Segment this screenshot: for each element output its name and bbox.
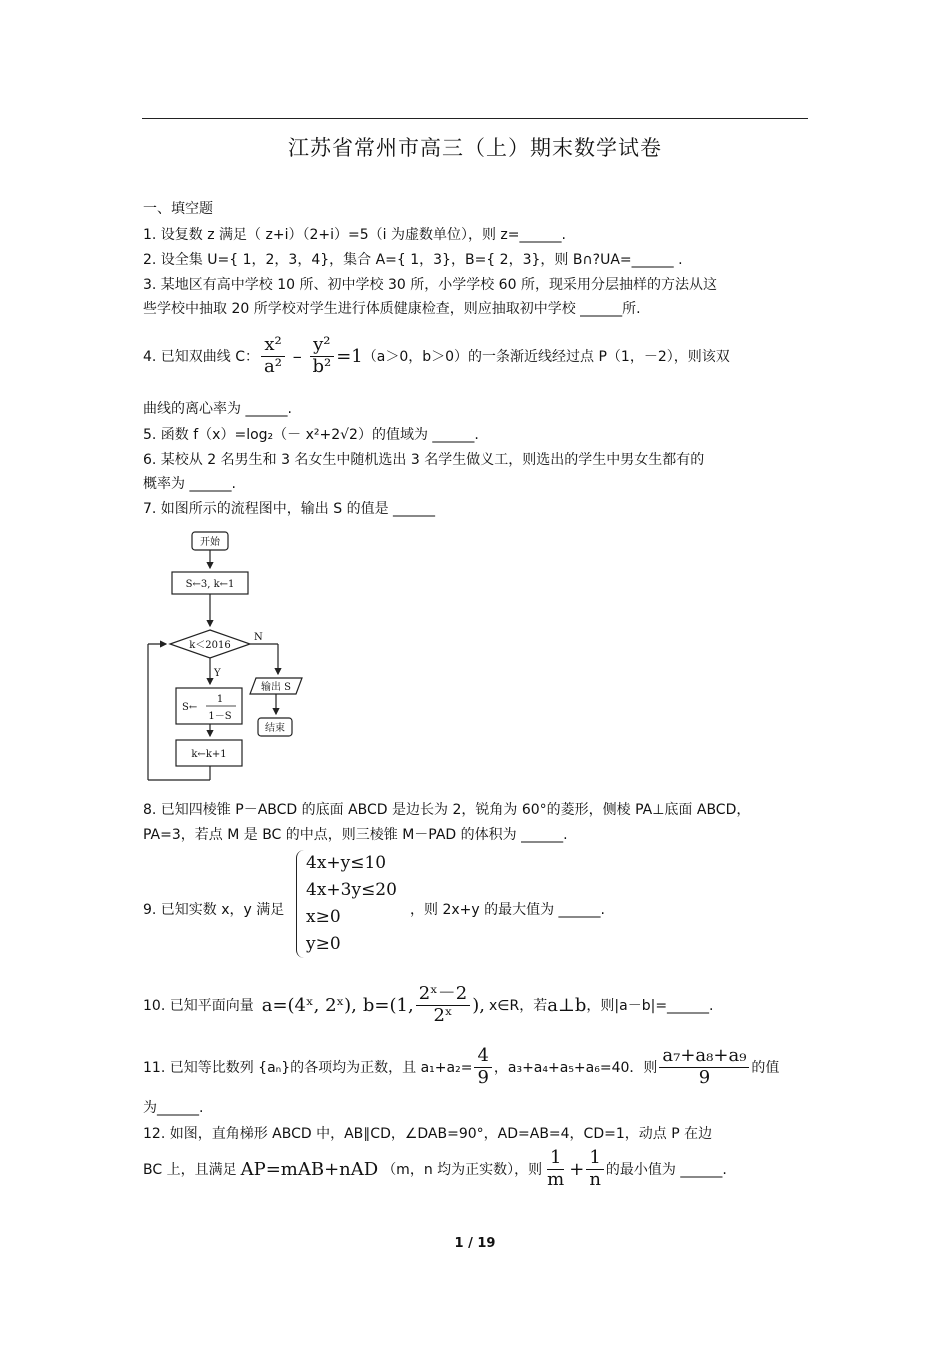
q12-frac1 xyxy=(544,1148,567,1190)
q10-vector-b-left: b=(1, xyxy=(362,994,414,1016)
q11-suffix: 的值 xyxy=(751,1060,780,1076)
q11-frac1-num: 4 xyxy=(474,1046,491,1068)
question-2: 2. 设全集 U={ 1，2，3，4}，集合 A={ 1，3}，B={ 2，3}，则 B∩?UA=______ . xyxy=(143,252,683,268)
q11-frac2-den: 9 xyxy=(698,1066,711,1088)
question-9-prefix: 9. 已知实数 x，y 满足 xyxy=(143,902,285,918)
q10-suffix: ，则|a－b|=______. xyxy=(586,998,714,1014)
q12-prefix: BC 上，且满足 xyxy=(143,1162,237,1178)
q12-mid: （m，n 均为正实数），则 xyxy=(382,1162,543,1178)
question-4: 4. 已知双曲线 C： $\frac{\text{x²}}{\text{a²}}$ – $\frac{\text{y²}}{\text{b²}}$ =1 （a＞0，b＞0）的一条渐近线经过点 P（1，－2），则该双 xyxy=(143,333,730,377)
q9-ineq-4: y≥0 xyxy=(306,934,341,954)
section-heading: 一、填空题 xyxy=(143,201,213,217)
flow-assign-num: 1 xyxy=(216,694,224,705)
flow-start-label: 开始 xyxy=(200,537,220,548)
q12-frac1-den: m xyxy=(547,1168,565,1190)
flow-no-label: N xyxy=(254,632,263,643)
q9-brace xyxy=(296,850,307,958)
q12-plus: + xyxy=(569,1158,585,1180)
flow-assign-left: S← xyxy=(182,702,198,713)
question-1: 1. 设复数 z 满足（ z+i）（2+i）=5（i 为虚数单位），则 z=______. xyxy=(143,227,566,243)
q11-frac2-num: a₇+a₈+a₉ xyxy=(659,1046,749,1068)
question-11 xyxy=(143,1044,779,1090)
question-4-line2: 曲线的离心率为 ______. xyxy=(143,401,292,417)
q10-perp: a⊥b xyxy=(547,994,587,1016)
q11-frac1-den: 9 xyxy=(477,1066,489,1088)
question-3-line1: 3. 某地区有高中学校 10 所、初中学校 30 所，小学学校 60 所，现采用分层抽样的方法从这 xyxy=(143,277,717,293)
flow-cond-label: k＜2016 xyxy=(189,640,231,651)
q4-num1: x² xyxy=(261,335,284,357)
flow-end-label: 结束 xyxy=(265,723,285,734)
q4-suffix: （a＞0，b＞0）的一条渐近线经过点 P（1，－2），则该双 xyxy=(362,349,730,365)
q10-frac-den: 2ˣ xyxy=(433,1004,453,1026)
question-3-line2: 些学校中抽取 20 所学校对学生进行体质健康检查，则应抽取初中学校 ______所. xyxy=(143,301,641,317)
page-number: 1 / 19 xyxy=(454,1236,496,1251)
question-5: 5. 函数 f（x）=log₂（－ x²+2√2）的值域为 ______. xyxy=(143,427,479,443)
q9-ineq-2: 4x+3y≤20 xyxy=(306,880,397,900)
flow-init-label: S←3, k←1 xyxy=(185,579,235,590)
q9-ineq-1: 4x+y≤10 xyxy=(306,853,387,873)
flow-assign-den: 1－S xyxy=(208,711,232,722)
question-6-line1: 6. 某校从 2 名男生和 3 名女生中随机选出 3 名学生做义工，则选出的学生中男女生都有的 xyxy=(143,452,705,468)
q4-den1: a² xyxy=(264,355,282,377)
question-7: 7. 如图所示的流程图中，输出 S 的值是 ______ xyxy=(143,501,436,517)
flowchart xyxy=(140,524,310,786)
q4-eq: =1 xyxy=(336,345,363,367)
q10-prefix: 10. 已知平面向量 xyxy=(143,998,254,1014)
flow-incr-label: k←k+1 xyxy=(191,749,227,760)
q11-prefix: 11. 已知等比数列 {aₙ}的各项均为正数，且 a₁+a₂= xyxy=(143,1060,473,1076)
q11-frac1 xyxy=(474,1046,491,1088)
flow-output-label: 输出 S xyxy=(260,682,292,693)
q4-num2: y² xyxy=(310,335,333,357)
q11-frac2 xyxy=(659,1046,749,1088)
q10-vector-a: a=(4ˣ, 2ˣ), xyxy=(261,994,357,1016)
q9-system xyxy=(306,850,397,958)
q12-frac2 xyxy=(586,1148,604,1190)
q11-mid: ，a₃+a₄+a₅+a₆=40．则 xyxy=(493,1060,658,1076)
page-title: 江苏省常州市高三（上）期末数学试卷 xyxy=(288,136,662,160)
q4-prefix: 4. 已知双曲线 C： xyxy=(143,349,260,365)
q4-frac-x xyxy=(261,335,285,377)
question-10 xyxy=(143,980,714,1030)
top-rule xyxy=(142,118,808,119)
question-8-line1: 8. 已知四棱锥 P－ABCD 的底面 ABCD 是边长为 2，锐角为 60°的菱形，侧棱 PA⊥底面 ABCD， xyxy=(143,802,751,818)
q4-den2: b² xyxy=(312,355,332,377)
q4-frac-y xyxy=(309,335,334,377)
q12-vector-eq: AP=mAB+nAD xyxy=(240,1158,379,1180)
question-9-suffix: ，则 2x+y 的最大值为 ______. xyxy=(410,902,606,918)
q12-frac2-num: 1 xyxy=(586,1148,603,1170)
q10-frac xyxy=(416,984,471,1026)
q10-vector-b-right: ), xyxy=(472,994,486,1016)
q12-suffix: 的最小值为 ______. xyxy=(605,1162,727,1178)
q12-frac2-den: n xyxy=(589,1168,601,1190)
flow-yes-label: Y xyxy=(214,668,221,679)
question-8-line2: PA=3，若点 M 是 BC 的中点，则三棱锥 M－PAD 的体积为 ______. xyxy=(143,827,568,843)
q12-frac1-num: 1 xyxy=(547,1148,564,1170)
q10-frac-num: 2ˣ－2 xyxy=(416,984,471,1006)
question-12-line1: 12. 如图，直角梯形 ABCD 中，AB∥CD，∠DAB=90°，AD=AB=4，CD=1，动点 P 在边 xyxy=(143,1126,713,1142)
q9-ineq-3: x≥0 xyxy=(306,907,341,927)
question-11-line2: 为______. xyxy=(143,1100,204,1116)
question-6-line2: 概率为 ______. xyxy=(143,476,236,492)
question-12-line2 xyxy=(143,1148,727,1190)
q10-mid: x∈R，若 xyxy=(489,998,548,1014)
